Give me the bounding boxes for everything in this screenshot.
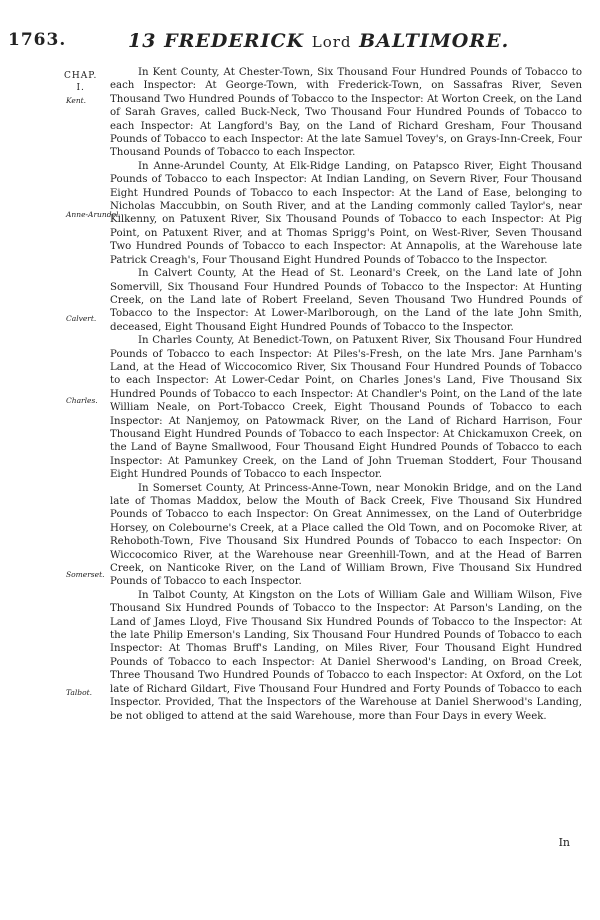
page-number: 13 [128, 30, 157, 52]
title-lord: Lord [311, 33, 352, 51]
title-name: FREDERICK [164, 30, 305, 52]
margin-note-talbot: Talbot. [66, 688, 93, 697]
body-text [110, 66, 582, 723]
margin-note-calvert: Calvert. [66, 314, 97, 323]
paragraph-somerset: In Somerset County, At Princess-Anne-Town, near Monokin Bridge, and on the Land late of Thomas Maddox, below the Mouth of Back Creek, Five Thousand Six Hundred Pounds of Tobacco to each Inspector: On Great Annimessex, on the Land of Outerbridge Horsey, on Colebourne's Creek, at a Place called the Old Town, and on Pocomoke River, at Rehoboth-Town, Five Thousand Six Hundred Pounds of Tobacco to each Inspector: On Wiccocomico River, at the Warehouse near Greenhill-Town, and at the Head of Barren Creek, on Nanticoke River, on the Land of William Brown, Five Thousand Six Hundred Pounds of Tobacco to each Inspector. [110, 482, 582, 588]
chapter-marker [64, 70, 97, 94]
catchword: In [558, 836, 570, 849]
paragraph-kent: In Kent County, At Chester-Town, Six Thousand Four Hundred Pounds of Tobacco to each Inspector: At George-Town, with Frederick-Town, on Sassafras River, Seven Thousand Two Hundred Pounds of Tobacco to the Inspector: At Worton Creek, on the Land of Sarah Graves, called Buck-Neck, Two Thousand Four Hundred Pounds of Tobacco to each Inspector: At Langford's Bay, on the Land of Richard Gresham, Four Thousand Pounds of Tobacco to each Inspector: At the late Samuel Tovey's, on Grays-Inn-Creek, Four Thousand Pounds of Tobacco to each Inspector. [110, 67, 582, 159]
year: 1763. [8, 30, 67, 50]
paragraph-calvert: In Calvert County, At the Head of St. Leonard's Creek, on the Land late of John Somervill, Six Thousand Four Hundred Pounds of Tobacco to the Inspector: At Hunting Creek, on the Land late of Robert Freeland, Seven Thousand Two Hundred Pounds of Tobacco to the Inspector: At Lower-Marlborough, on the Land of the late John Smith, deceased, Eight Thousand Eight Hundred Pounds of Tobacco to the Inspector. [110, 268, 582, 333]
page-header [0, 30, 600, 56]
title-surname: BALTIMORE. [359, 30, 510, 52]
running-title [128, 30, 509, 52]
paragraph-talbot: In Talbot County, At Kingston on the Lots of William Gale and William Wilson, Five Thousand Six Hundred Pounds of Tobacco to the Inspector: At Parson's Landing, on the Land of James Lloyd, Five Thousand Six Hundred Pounds of Tobacco to the Inspector: At the late Philip Emerson's Landing, Six Thousand Four Hundred Pounds of Tobacco to each Inspector: At Thomas Bruff's Landing, on Miles River, Four Thousand Eight Hundred Pounds of Tobacco to each Inspector: At Daniel Sherwood's Landing, on Broad Creek, Three Thousand Two Hundred Pounds of Tobacco to each Inspector: At Oxford, on the Lot late of Richard Gildart, Five Thousand Four Hundred and Forty Pounds of Tobacco to each Inspector. Provided, That the Inspectors of the Warehouse at Daniel Sherwood's Landing, be not obliged to attend at the said Warehouse, more than Four Days in every Week. [110, 589, 582, 722]
chapter-number: I. [76, 83, 85, 93]
paragraph-anne-arundel: In Anne-Arundel County, At Elk-Ridge Landing, on Patapsco River, Eight Thousand Pounds of Tobacco to each Inspector: At Indian Landing, on Severn River, Four Thousand Eight Hundred Pounds of Tobacco to each Inspector: At the Land of Ease, belonging to Nicholas Maccubbin, on South River, and at the Landing commonly called Taylor's, near Kilkenny, on Patuxent River, Six Thousand Pounds of Tobacco to each Inspector: At Pig Point, on Patuxent River, and at Thomas Sprigg's Point, on West-River, Seven Thousand Two Hundred Pounds of Tobacco to each Inspector: At Annapolis, at the Warehouse late Patrick Creagh's, Four Thousand Eight Hundred Pounds of Tobacco to the Inspector. [110, 160, 582, 266]
margin-note-charles: Charles. [66, 396, 98, 405]
margin-note-kent: Kent. [66, 96, 87, 105]
chapter-label: CHAP. [64, 71, 98, 81]
margin-note-somerset: Somerset. [66, 570, 105, 579]
paragraph-charles: In Charles County, At Benedict-Town, on Patuxent River, Six Thousand Four Hundred Pounds of Tobacco to each Inspector: At Piles's-Fresh, on the late Mrs. Jane Parnham's Land, at the Head of Wiccocomico River, Six Thousand Four Hundred Pounds of Tobacco to each Inspector: At Lower-Cedar Point, on Charles Jones's Land, Five Thousand Six Hundred Pounds of Tobacco to each Inspector: At Chandler's Point, on the Land of the late William Neale, on Port-Tobacco Creek, Eight Thousand Pounds of Tobacco to each Inspector: At Nanjemoy, on Patowmack River, on the Land of Richard Harrison, Four Thousand Eight Hundred Pounds of Tobacco to each Inspector: At Chickamuxon Creek, on the Land of Bayne Smallwood, Four Thousand Eight Hundred Pounds of Tobacco to each Inspector: At Pamunkey Creek, on the Land of John Trueman Stoddert, Four Thousand Eight Hundred Pounds of Tobacco to each Inspector. [110, 335, 582, 481]
margin-note-anne-arundel: Anne-Arundel. [66, 210, 121, 219]
